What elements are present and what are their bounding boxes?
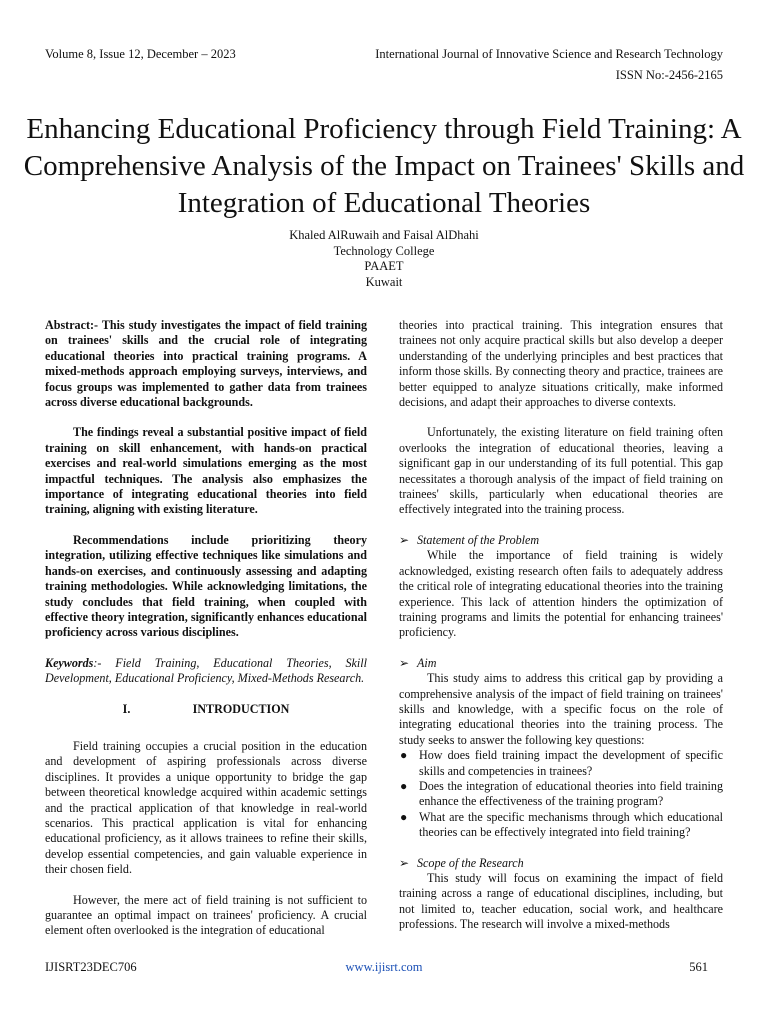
bullet-dot-icon: ● [400, 748, 408, 763]
footer-link-wrap [0, 960, 768, 975]
volume-issue: Volume 8, Issue 12, December – 2023 [45, 47, 236, 61]
page-number: 561 [689, 960, 708, 974]
section-title: INTRODUCTION [192, 701, 290, 716]
intro-paragraph-2-continued: theories into practical training. This integration ensures that trainees not only acquire practical skills but also develop a deeper understanding of the underlying principles and best practices that inform those skills. By connecting theory and practice, trainees are better equipped to analyze situations critically, make informed decisions, and adapt their approaches to diverse contexts. [399, 318, 723, 410]
list-item: ● What are the specific mechanisms through which educational theories can be effectively integrated into field training? [400, 809, 723, 840]
subheading-scope: ➢ Scope of the Research [399, 855, 524, 870]
right-column [399, 318, 723, 948]
journal-name: International Journal of Innovative Science and Research Technology [375, 47, 723, 61]
arrow-bullet-icon: ➢ [399, 532, 410, 547]
keywords-label: Keywords [45, 655, 94, 670]
journal-url-link[interactable]: www.ijisrt.com [345, 960, 423, 974]
author-institution: PAAET [364, 259, 404, 273]
bullet-dot-icon: ● [400, 778, 408, 793]
aim-questions-list [399, 748, 723, 840]
left-column [45, 318, 367, 954]
subheading-problem: ➢ Statement of the Problem [399, 532, 540, 547]
paper-id: IJISRT23DEC706 [45, 960, 137, 974]
intro-paragraph-3: Unfortunately, the existing literature on field training often overlooks the integration of educational theories, leaving a significant gap in our understanding of its full potential. This gap necessitates a thorough analysis of the impact of field training on trainees' skills, particularly when educational theories are effectively integrated into the training process. [399, 425, 723, 517]
subheading-aim: ➢ Aim [399, 655, 437, 670]
arrow-bullet-icon: ➢ [399, 855, 410, 870]
intro-paragraph-2: However, the mere act of field training is not sufficient to guarantee an optimal impact on trainees' proficiency. A crucial element often overlooked is the integration of educational [45, 892, 367, 938]
bullet-dot-icon: ● [400, 809, 408, 824]
section-number: I. [122, 701, 131, 716]
paper-title: Enhancing Educational Proficiency through Field Training: A Comprehensive Analysis of the Impact on Trainees' Skills and Integration of Educational Theories [23, 113, 745, 220]
arrow-bullet-icon: ➢ [399, 655, 410, 670]
intro-paragraph-1: Field training occupies a crucial position in the education and development of aspiring professionals across diverse disciplines. It provides a unique opportunity to bridge the gap between theoretical knowledge acquired within academic settings and the practical application of that knowledge in real-world scenarios. This practical application is vital for enhancing educational proficiency, as it allows trainees to refine their skills, develop essential competencies, and gain valuable experience in their chosen field. [45, 738, 367, 877]
keywords [45, 656, 367, 687]
list-item: ● How does field training impact the development of specific skills and competencies in trainees? [400, 748, 723, 778]
author-block [0, 228, 768, 290]
abstract-paragraph-2: The findings reveal a substantial positive impact of field training on skill enhancement, with hands-on practical exercises and real-world simulations emerging as the most impactful techniques. The analysis also emphasizes the importance of integrating educational theories into field training, aligning with existing literature. [45, 425, 367, 517]
issn-number: ISSN No:-2456-2165 [615, 68, 723, 82]
keywords-text: :- Field Training, Educational Theories, Skill Development, Educational Proficiency, Mixed-Methods Research. [45, 655, 367, 686]
aim-paragraph: This study aims to address this critical gap by providing a comprehensive analysis of the impact of field training on trainees' skills and knowledge, with a specific focus on the role of integrating educational theories into the training process. The study seeks to answer the following key questions: [399, 671, 723, 747]
list-item: ● Does the integration of educational theories into field training enhance the effectiveness of the training program? [400, 778, 723, 809]
section-heading-introduction [45, 702, 367, 717]
author-affiliation: Technology College [333, 243, 435, 258]
author-names: Khaled AlRuwaih and Faisal AlDhahi [289, 228, 479, 242]
scope-paragraph: This study will focus on examining the impact of field training across a range of educational disciplines, including, but not limited to, teacher education, social work, and healthcare professions. The research will involve a mixed-methods [399, 871, 723, 932]
problem-paragraph: While the importance of field training is widely acknowledged, existing research often fails to adequately address the critical role of integrating educational theories into the training experience. This lack of attention hinders the optimization of training programs and limits the potential for enhancing trainees' proficiency. [399, 548, 723, 640]
abstract-paragraph-3: Recommendations include prioritizing theory integration, utilizing effective techniques like simulations and hands-on exercises, and continuously assessing and adapting training methodologies. While acknowledging limitations, the study concludes that field training, when coupled with effective theory integration, significantly enhances educational proficiency across various disciplines. [45, 532, 367, 640]
author-country: Kuwait [365, 274, 403, 289]
abstract-paragraph-1: Abstract:- This study investigates the impact of field training on trainees' skills and the crucial role of integrating educational theories into practical training programs. A mixed-methods approach employing surveys, interviews, and focus groups was implemented to gather data from trainees across diverse educational backgrounds. [45, 318, 367, 410]
